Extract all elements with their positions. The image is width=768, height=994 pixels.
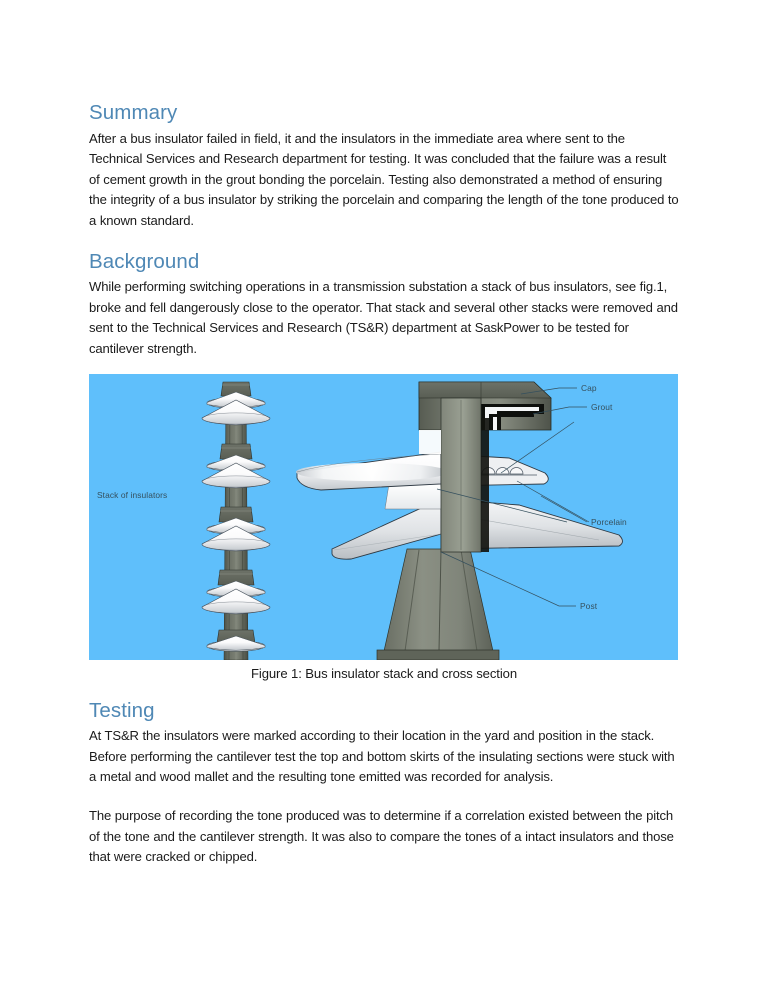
- spacer: [89, 684, 679, 698]
- spacer: [89, 232, 679, 249]
- section-paragraph-summary-1: After a bus insulator failed in field, it and the insulators in the immediate area where sent to the Technical Services and Research department for testing. It was concluded that the failure was a result of cement growth in the grout bonding the porcelain. Testing also demonstrated a method of ensuring the integrity of a bus insulator by striking the porcelain and comparing the length of the tone produced to a known standard.: [89, 130, 679, 228]
- section-paragraph-testing-1: At TS&R the insulators were marked according to their location in the yard and position in the stack. Before performing the cantilever test the top and bottom skirts of the insulating sections were stuck with a metal and wood mallet and the resulting tone emitted was recorded for analysis.: [89, 728, 675, 785]
- figure-label-cap: Cap: [581, 382, 597, 393]
- section-heading-summary: Summary: [89, 101, 178, 124]
- figure-1-caption: Figure 1: Bus insulator stack and cross section: [250, 665, 518, 681]
- spacer: [89, 360, 679, 374]
- figure-background: [89, 374, 678, 660]
- figure-label-porcelain: Porcelain: [591, 516, 627, 527]
- section-heading-testing: Testing: [89, 698, 155, 722]
- figure-label-post: Post: [580, 600, 598, 611]
- section-paragraph-testing-2: The purpose of recording the tone produced was to determine if a correlation existed between the pitch of the tone and the cantilever strength. It was also to compare the tones of a intact insulators and those that were cracked or chipped.: [89, 808, 674, 865]
- section-paragraph-background-1: While performing switching operations in a transmission substation a stack of bus insulators, see fig.1, broke and fell dangerously close to the operator. That stack and several other stacks were removed and sent to the Technical Services and Research (TS&R) department at SaskPower to be tested for cantilever strength.: [89, 279, 678, 356]
- document-content: [89, 100, 679, 868]
- spacer: [89, 788, 679, 806]
- figure-1: [89, 374, 679, 684]
- figure-1-image: [89, 374, 678, 660]
- figure-label-stack-of-insulators: Stack of insulators: [97, 489, 168, 500]
- figure-label-grout: Grout: [591, 401, 613, 412]
- section-heading-background: Background: [89, 249, 200, 273]
